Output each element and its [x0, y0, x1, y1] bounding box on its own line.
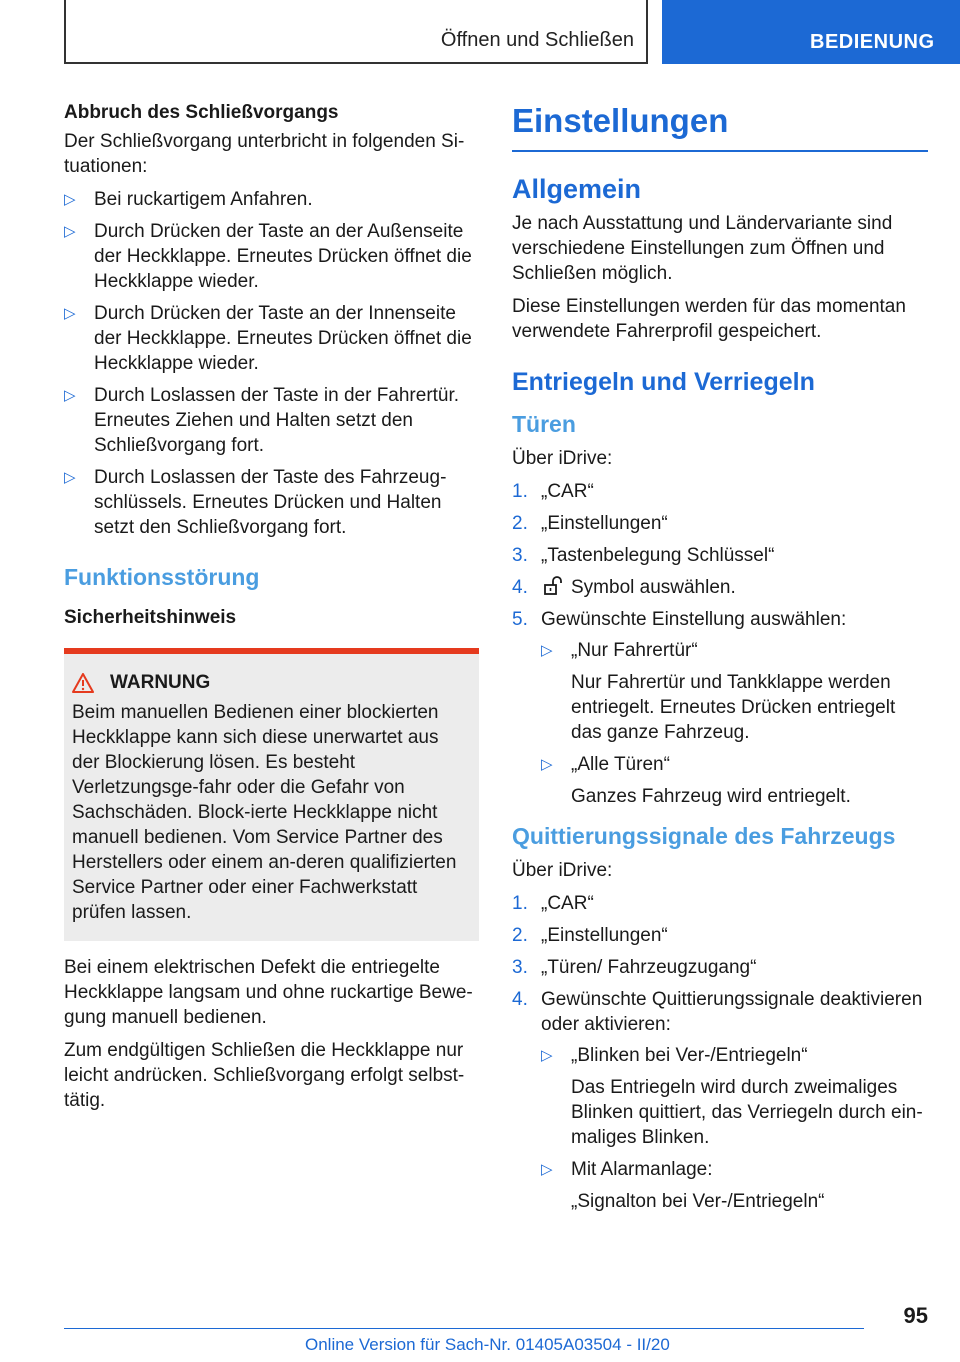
triangle-bullet-icon: ▷ [541, 1047, 553, 1064]
malfunction-heading: Funktionsstörung [64, 564, 260, 590]
list-item: ▷ Durch Loslassen der Taste in der Fahrertür. Erneutes Ziehen und Halten setzt den Schließvorgang fort. [64, 385, 460, 456]
list-item: 2. „Einstellungen“ [512, 925, 668, 946]
warning-triangle-icon [72, 673, 94, 693]
triangle-bullet-icon: ▷ [64, 305, 76, 322]
list-item: ▷ Mit Alarmanlage: „Signalton bei Ver-/Entriegeln“ [541, 1159, 825, 1212]
warning-title: WARNUNG [110, 672, 211, 693]
signals-steps [512, 891, 928, 1214]
list-item: ▷ Durch Drücken der Taste an der Innenseite der Heckklappe. Erneutes Drücken öffnet die Heckklappe wieder. [64, 303, 472, 374]
signals-options [541, 1043, 928, 1214]
doors-heading: Türen [512, 411, 576, 437]
final-close-text: Zum endgültigen Schließen die Heckklappe nur leicht andrücken. Schließvorgang erfolgt selbst-tätig. [64, 1040, 465, 1111]
footer-divider [64, 1328, 864, 1329]
unlock-padlock-icon [543, 576, 563, 596]
defect-text: Bei einem elektrischen Defekt die entriegelte Heckklappe langsam und ohne ruckartige Bewe-gung manuell bedienen. [64, 957, 473, 1028]
page-number: 95 [903, 1303, 928, 1328]
general-paragraph-1: Je nach Ausstattung und Ländervariante sind verschiedene Einstellungen zum Öffnen und Schließen möglich. [512, 213, 893, 284]
doors-options [541, 638, 928, 809]
triangle-bullet-icon: ▷ [64, 191, 76, 208]
unlock-heading: Entriegeln und Verriegeln [512, 368, 815, 396]
warning-title-row [72, 672, 471, 694]
triangle-bullet-icon: ▷ [541, 642, 553, 659]
signals-heading: Quittierungssignale des Fahrzeugs [512, 823, 896, 849]
general-heading: Allgemein [512, 174, 642, 204]
warning-text: Beim manuellen Bedienen einer blockierten Heckklappe kann sich diese unerwartet aus der Blockierung lösen. Es besteht Verletzungsge-fahr oder die Gefahr von Sachschäden. Block-ierte Heckklappe nicht manuell bedienen. Vom Service Partner des Herstellers oder einem an-deren qualifizierten Service Partner oder einer Fachwerkstatt prüfen lassen. [72, 702, 457, 923]
list-item: 1. „CAR“ [512, 481, 594, 502]
list-item: 1. „CAR“ [512, 893, 594, 914]
abort-list [64, 187, 479, 540]
list-item: ▷ Bei ruckartigem Anfahren. [64, 189, 313, 210]
main-heading: Einstellungen [512, 100, 928, 152]
triangle-bullet-icon: ▷ [64, 469, 76, 486]
list-item: 2. „Einstellungen“ [512, 513, 668, 534]
doors-steps [512, 479, 928, 809]
section-label: BEDIENUNG [810, 31, 935, 53]
right-column [512, 100, 928, 1221]
list-item: 3. „Tastenbelegung Schlüssel“ [512, 545, 775, 566]
list-item: ▷ „Blinken bei Ver-/Entriegeln“ Das Entriegeln wird durch zweimaliges Blinken quittiert, das Verriegeln durch ein-maliges Blinken. [541, 1045, 923, 1148]
warning-box [64, 648, 479, 941]
list-item: 5. Gewünschte Einstellung auswählen: ▷ „Nur Fahrertür“ Nur Fahrertür und Tankklappe werden entriegelt. Erneutes Drücken entriegelt das ganze Fahrzeug. ▷ „Alle Türen“ Ganzes Fahrzeug wird entriegelt. [512, 607, 928, 809]
abort-intro: Der Schließvorgang unterbricht in folgenden Si-tuationen: [64, 131, 465, 177]
triangle-bullet-icon: ▷ [64, 223, 76, 240]
triangle-bullet-icon: ▷ [64, 387, 76, 404]
doors-intro: Über iDrive: [512, 448, 613, 469]
list-item: ▷ Durch Loslassen der Taste des Fahrzeug-schlüssels. Erneutes Drücken und Halten setzt den Schließvorgang fort. [64, 467, 447, 538]
signals-intro: Über iDrive: [512, 860, 613, 881]
general-paragraph-2: Diese Einstellungen werden für das momentan verwendete Fahrerprofil gespeichert. [512, 296, 906, 342]
left-column [64, 100, 479, 1121]
list-item: 4. Symbol auswählen. [512, 577, 736, 598]
list-item: ▷ Durch Drücken der Taste an der Außenseite der Heckklappe. Erneutes Drücken öffnet die Heckklappe wieder. [64, 221, 472, 292]
abort-heading: Abbruch des Schließvorgangs [64, 102, 339, 123]
safety-heading: Sicherheitshinweis [64, 607, 237, 628]
triangle-bullet-icon: ▷ [541, 756, 553, 773]
triangle-bullet-icon: ▷ [541, 1161, 553, 1178]
list-item: ▷ „Nur Fahrertür“ Nur Fahrertür und Tankklappe werden entriegelt. Erneutes Drücken entriegelt das ganze Fahrzeug. [541, 640, 896, 743]
chapter-title: Öffnen und Schließen [440, 29, 634, 51]
list-item: 4. Gewünschte Quittierungssignale deaktivieren oder aktivieren: ▷ „Blinken bei Ver-/Entriegeln“ Das Entriegeln wird durch zweimaliges Blinken quittiert, das Verriegeln durch ein-maliges Blinken. ▷ Mit Alarmanlage: „Signalton bei Ver-/Entriegeln“ [512, 987, 928, 1214]
header-chapter-box [64, 0, 648, 64]
list-item: 3. „Türen/ Fahrzeugzugang“ [512, 957, 757, 978]
list-item: ▷ „Alle Türen“ Ganzes Fahrzeug wird entriegelt. [541, 754, 851, 807]
header-section-box [662, 0, 960, 64]
online-version-link[interactable]: Online Version für Sach-Nr. 01405A03504 - II/20 [305, 1335, 670, 1354]
